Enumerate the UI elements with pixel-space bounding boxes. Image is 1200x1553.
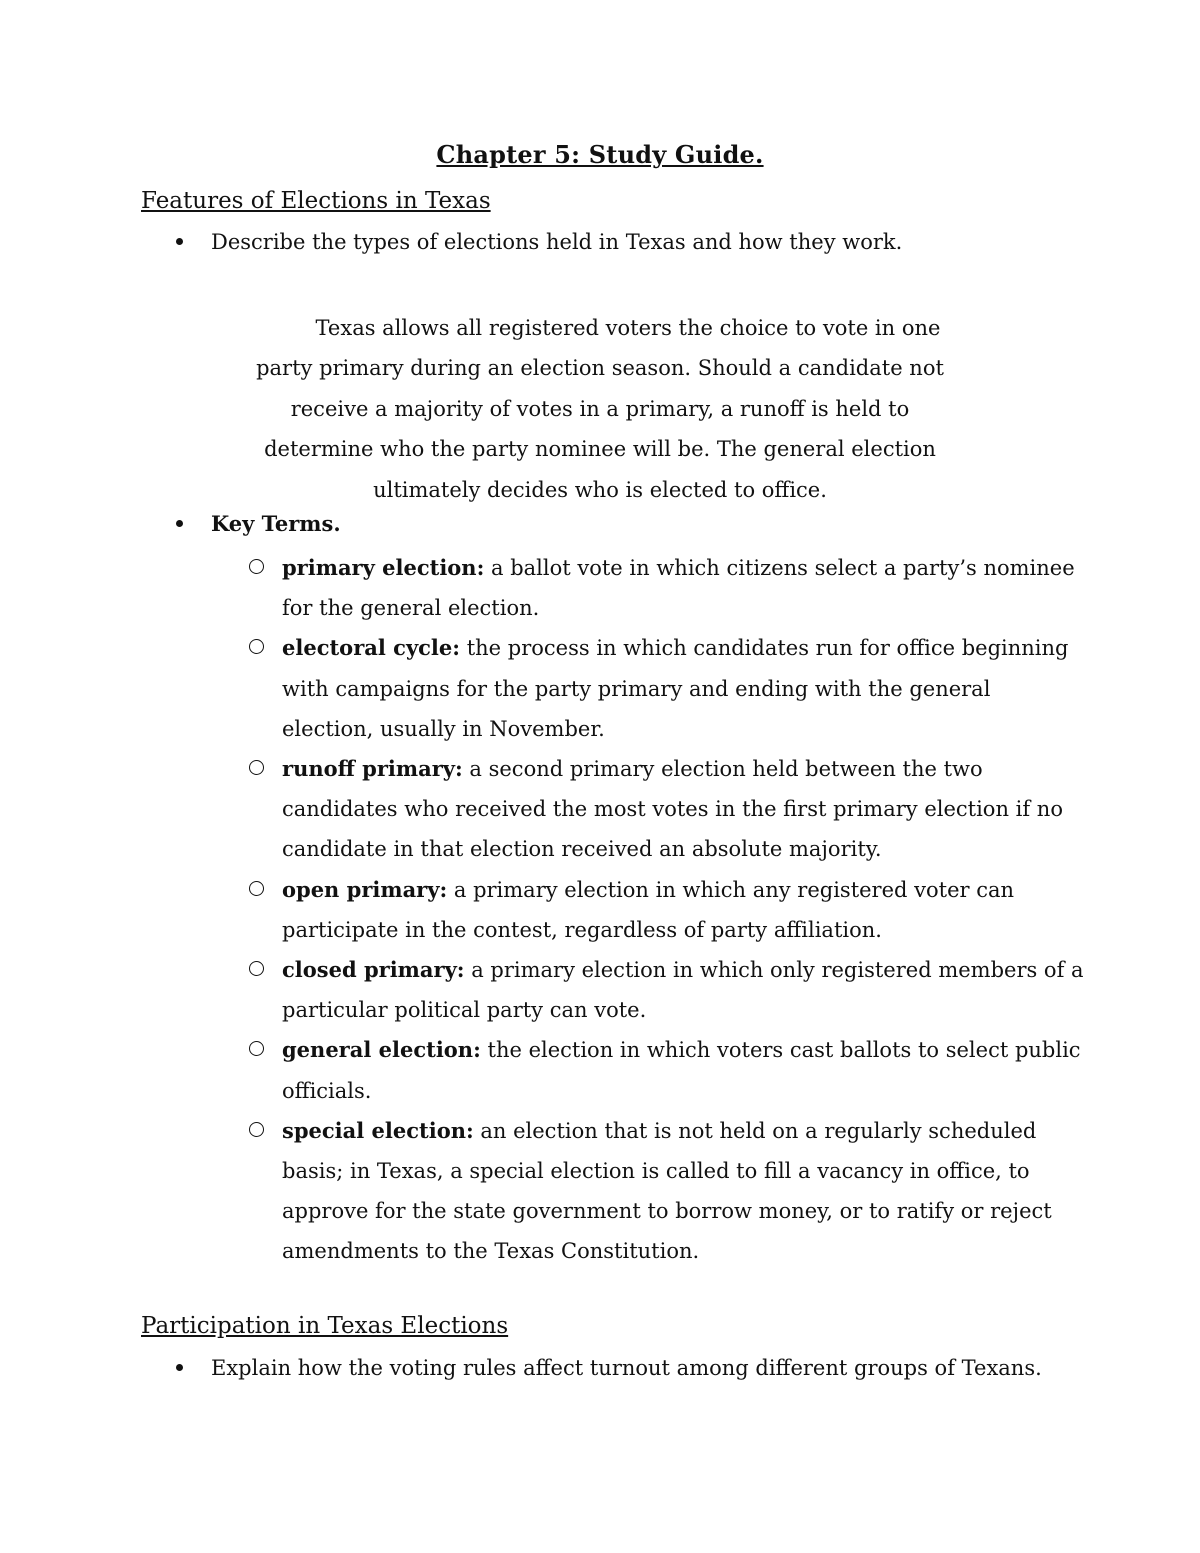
section-heading-features: Features of Elections in Texas (141, 188, 491, 214)
prompt-text: Describe the types of elections held in Texas and how they work. (211, 230, 903, 254)
bullet-item-describe (176, 230, 902, 254)
term-name: primary election: (282, 555, 485, 580)
term-definition: a primary election in which only registered members of a particular political party can vote. (282, 958, 1084, 1023)
term-item (246, 548, 1086, 628)
key-terms-label: Key Terms. (211, 511, 341, 536)
page-title: Chapter 5: Study Guide. (436, 140, 764, 169)
term-definition: an election that is not held on a regularly scheduled basis; in Texas, a special election is called to fill a vacancy in office, to approve for the state government to borrow money, or to ratify or reject amendments to the Texas Constitution. (282, 1118, 1052, 1264)
prompt-text: Explain how the voting rules affect turnout among different groups of Texans. (211, 1356, 1042, 1380)
term-definition: a second primary election held between the two candidates who received the most votes in the first primary election if no candidate in that election received an absolute majority. (282, 757, 1063, 862)
circle-bullet-icon (249, 559, 264, 574)
term-name: special election: (282, 1117, 474, 1143)
term-item (246, 870, 1086, 950)
circle-bullet-icon (249, 1122, 264, 1137)
answer-paragraph (240, 308, 960, 510)
term-item (246, 628, 1086, 749)
answer-text: Texas allows all registered voters the choice to vote in one party primary during an election season. Should a candidate not receive a majority of votes in a primary, a runoff is held to determine who the party nominee will be. The general election ultimately decides who is elected to office. (256, 316, 944, 502)
circle-bullet-icon (249, 881, 264, 896)
term-item (246, 749, 1086, 870)
term-definition: the process in which candidates run for office beginning with campaigns for the party primary and ending with the general election, usually in November. (282, 636, 1069, 741)
term-definition: the election in which voters cast ballots to select public officials. (282, 1038, 1081, 1103)
circle-bullet-icon (249, 639, 264, 654)
term-item (246, 1111, 1086, 1272)
bullet-item-key-terms (176, 511, 341, 536)
circle-bullet-icon (249, 1041, 264, 1056)
term-name: closed primary: (282, 957, 465, 983)
term-definition: a primary election in which any registered voter can participate in the contest, regardless of party affiliation. (282, 877, 1015, 942)
term-definition: a ballot vote in which citizens select a party’s nominee for the general election. (282, 556, 1075, 621)
term-item (246, 1030, 1086, 1110)
bullet-dot-icon (176, 520, 183, 527)
section-heading-participation: Participation in Texas Elections (141, 1313, 509, 1339)
term-item (246, 950, 1086, 1030)
bullet-item-explain (176, 1356, 1042, 1380)
term-name: electoral cycle: (282, 635, 461, 661)
circle-bullet-icon (249, 760, 264, 775)
term-name: general election: (282, 1037, 481, 1063)
circle-bullet-icon (249, 961, 264, 976)
bullet-dot-icon (176, 238, 183, 245)
term-name: runoff primary: (282, 756, 463, 782)
bullet-dot-icon (176, 1364, 183, 1371)
key-terms-list (246, 548, 1086, 1272)
term-name: open primary: (282, 876, 448, 902)
